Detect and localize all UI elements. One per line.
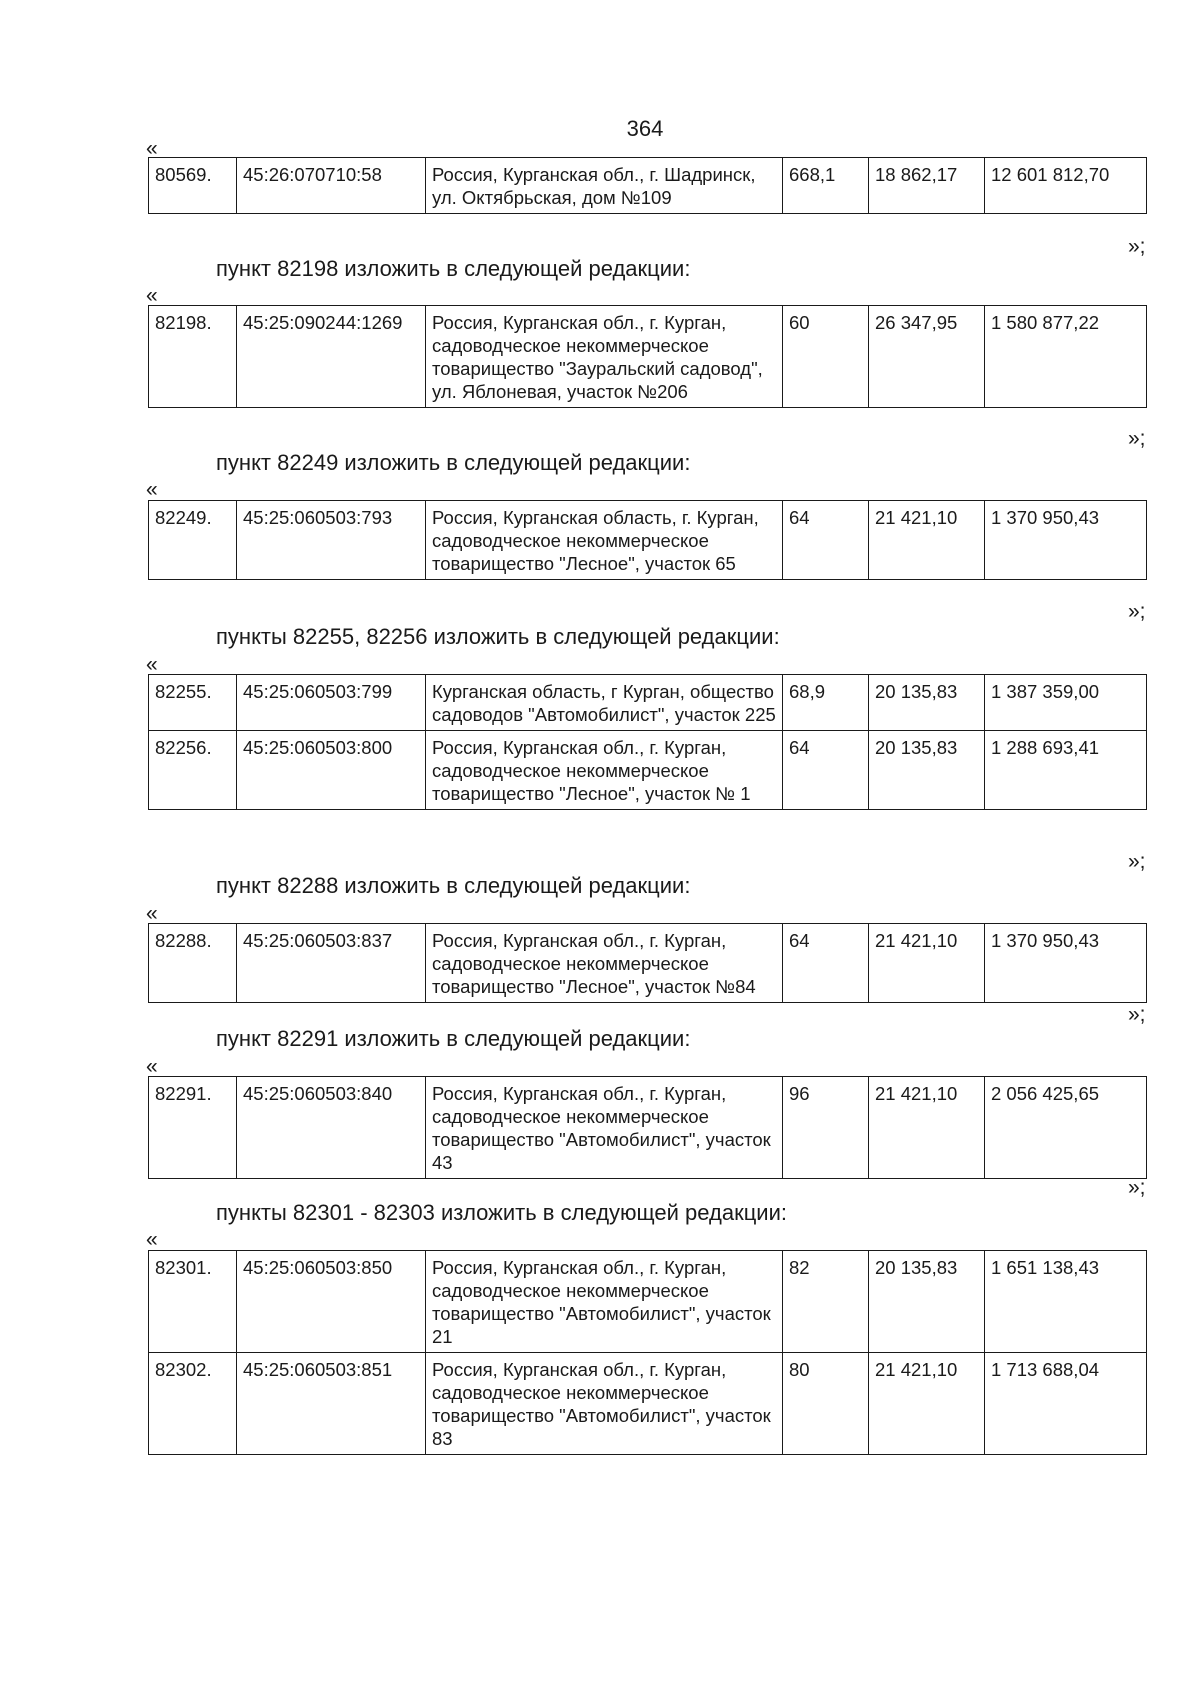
cell-area: 64 (783, 924, 869, 1003)
cell-total-value: 1 387 359,00 (985, 675, 1147, 731)
cell-unit-price: 18 862,17 (869, 158, 985, 214)
opening-quote: « (146, 478, 158, 501)
opening-quote: « (146, 284, 158, 307)
cell-unit-price: 21 421,10 (869, 1077, 985, 1179)
section-heading: пункт 82249 изложить в следующей редакции: (216, 450, 691, 475)
cell-unit-price: 20 135,83 (869, 731, 985, 810)
cell-cadastral-number: 45:25:060503:800 (237, 731, 426, 810)
cell-address: Россия, Курганская область, г. Курган, садоводческое некоммерческое товарищество "Лесное", участок 65 (426, 501, 783, 580)
cell-row-number: 82301. (149, 1251, 237, 1353)
cell-unit-price: 21 421,10 (869, 1353, 985, 1455)
table-row (149, 306, 1147, 408)
opening-quote: « (146, 1228, 158, 1251)
table-row (149, 1251, 1147, 1353)
cell-cadastral-number: 45:25:060503:793 (237, 501, 426, 580)
cell-row-number: 82302. (149, 1353, 237, 1455)
opening-quote: « (146, 653, 158, 676)
closing-quote: »; (1128, 850, 1146, 873)
opening-quote: « (146, 1055, 158, 1078)
closing-quote: »; (1128, 1003, 1146, 1026)
cell-row-number: 82249. (149, 501, 237, 580)
closing-quote: »; (1128, 427, 1146, 450)
page-number: 364 (626, 116, 664, 141)
opening-quote: « (146, 137, 158, 160)
cell-area: 64 (783, 731, 869, 810)
cell-address: Россия, Курганская обл., г. Курган, садоводческое некоммерческое товарищество "Автомобилист", участок 21 (426, 1251, 783, 1353)
cell-total-value: 1 288 693,41 (985, 731, 1147, 810)
cell-cadastral-number: 45:25:060503:799 (237, 675, 426, 731)
cell-cadastral-number: 45:25:090244:1269 (237, 306, 426, 408)
section-heading: пункты 82255, 82256 изложить в следующей редакции: (216, 624, 780, 649)
cell-total-value: 1 580 877,22 (985, 306, 1147, 408)
cell-area: 96 (783, 1077, 869, 1179)
cell-unit-price: 20 135,83 (869, 1251, 985, 1353)
cell-area: 68,9 (783, 675, 869, 731)
cell-cadastral-number: 45:25:060503:837 (237, 924, 426, 1003)
cell-total-value: 12 601 812,70 (985, 158, 1147, 214)
property-table (148, 923, 1147, 1003)
property-table (148, 157, 1147, 214)
closing-quote: »; (1128, 1176, 1146, 1199)
property-table (148, 1076, 1147, 1179)
cell-total-value: 1 370 950,43 (985, 924, 1147, 1003)
cell-address: Россия, Курганская обл., г. Шадринск, ул. Октябрьская, дом №109 (426, 158, 783, 214)
cell-cadastral-number: 45:25:060503:850 (237, 1251, 426, 1353)
cell-address: Россия, Курганская обл., г. Курган, садоводческое некоммерческое товарищество "Лесное", участок № 1 (426, 731, 783, 810)
cell-area: 60 (783, 306, 869, 408)
table-row (149, 675, 1147, 731)
cell-unit-price: 26 347,95 (869, 306, 985, 408)
cell-cadastral-number: 45:25:060503:851 (237, 1353, 426, 1455)
cell-address: Россия, Курганская обл., г. Курган, садоводческое некоммерческое товарищество "Зауральский садовод", ул. Яблоневая, участок №206 (426, 306, 783, 408)
closing-quote: »; (1128, 235, 1146, 258)
property-table (148, 1250, 1147, 1455)
closing-quote: »; (1128, 600, 1146, 623)
section-heading: пункт 82291 изложить в следующей редакции: (216, 1026, 691, 1051)
cell-cadastral-number: 45:25:060503:840 (237, 1077, 426, 1179)
cell-area: 668,1 (783, 158, 869, 214)
table-row (149, 1077, 1147, 1179)
cell-area: 82 (783, 1251, 869, 1353)
cell-unit-price: 21 421,10 (869, 924, 985, 1003)
property-table (148, 500, 1147, 580)
table-row (149, 924, 1147, 1003)
cell-total-value: 2 056 425,65 (985, 1077, 1147, 1179)
cell-row-number: 82288. (149, 924, 237, 1003)
cell-address: Россия, Курганская обл., г. Курган, садоводческое некоммерческое товарищество "Автомобилист", участок 83 (426, 1353, 783, 1455)
section-heading: пункт 82198 изложить в следующей редакции: (216, 256, 691, 281)
section-heading: пункт 82288 изложить в следующей редакции: (216, 873, 691, 898)
cell-row-number: 82198. (149, 306, 237, 408)
property-table (148, 674, 1147, 810)
cell-area: 64 (783, 501, 869, 580)
cell-total-value: 1 651 138,43 (985, 1251, 1147, 1353)
cell-unit-price: 21 421,10 (869, 501, 985, 580)
cell-total-value: 1 370 950,43 (985, 501, 1147, 580)
cell-total-value: 1 713 688,04 (985, 1353, 1147, 1455)
table-row (149, 501, 1147, 580)
cell-area: 80 (783, 1353, 869, 1455)
cell-address: Россия, Курганская обл., г. Курган, садоводческое некоммерческое товарищество "Автомобилист", участок 43 (426, 1077, 783, 1179)
table-row (149, 158, 1147, 214)
cell-row-number: 82255. (149, 675, 237, 731)
table-row (149, 731, 1147, 810)
cell-row-number: 82291. (149, 1077, 237, 1179)
cell-address: Курганская область, г Курган, общество садоводов "Автомобилист", участок 225 (426, 675, 783, 731)
cell-address: Россия, Курганская обл., г. Курган, садоводческое некоммерческое товарищество "Лесное", участок №84 (426, 924, 783, 1003)
opening-quote: « (146, 902, 158, 925)
cell-unit-price: 20 135,83 (869, 675, 985, 731)
cell-cadastral-number: 45:26:070710:58 (237, 158, 426, 214)
section-heading: пункты 82301 - 82303 изложить в следующей редакции: (216, 1200, 788, 1225)
table-row (149, 1353, 1147, 1455)
property-table (148, 305, 1147, 408)
cell-row-number: 80569. (149, 158, 237, 214)
cell-row-number: 82256. (149, 731, 237, 810)
